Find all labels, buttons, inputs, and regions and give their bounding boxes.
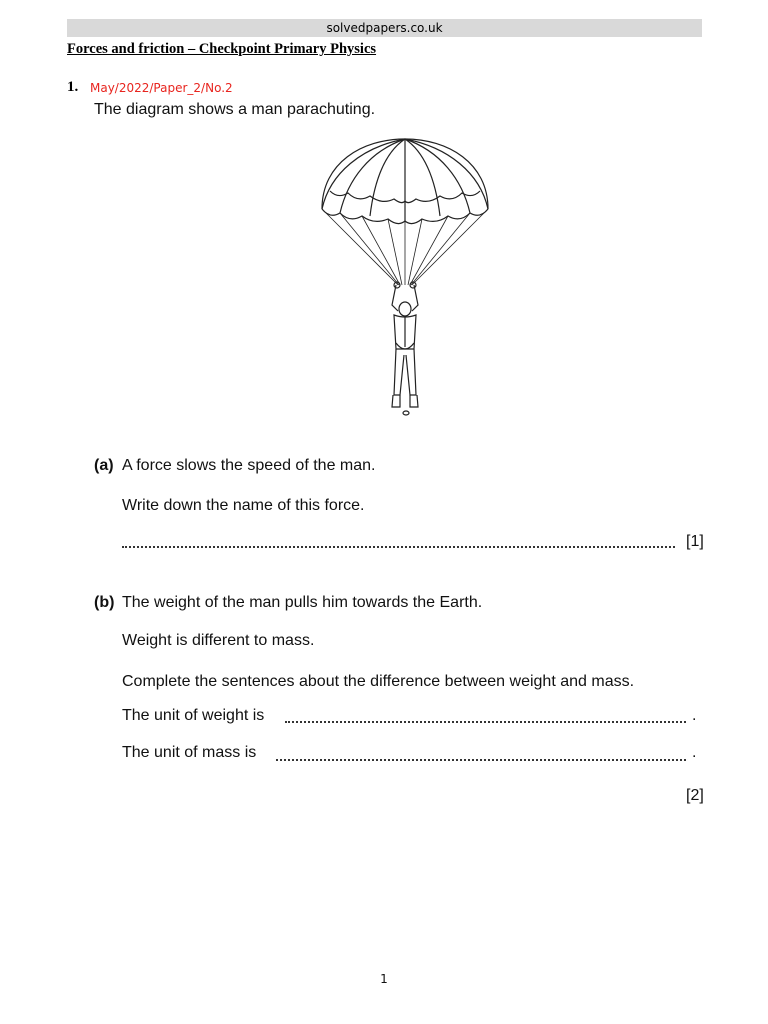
question-intro: The diagram shows a man parachuting.	[94, 101, 376, 118]
site-banner: solvedpapers.co.uk	[67, 19, 702, 37]
part-b-text: The weight of the man pulls him towards the Earth.	[122, 594, 483, 611]
question-number: 1.	[67, 79, 79, 95]
marks-b: [2]	[686, 787, 704, 804]
marks-a: [1]	[686, 533, 704, 550]
part-a-instruction: Write down the name of this force.	[122, 497, 365, 514]
part-b-instruction: Complete the sentences about the difference between weight and mass.	[122, 673, 635, 690]
parachutist-illustration	[312, 133, 498, 423]
weight-sentence-period: .	[692, 707, 697, 724]
part-a-text: A force slows the speed of the man.	[122, 457, 376, 474]
answer-line-a[interactable]	[122, 546, 675, 548]
part-b-statement: Weight is different to mass.	[122, 632, 315, 649]
mass-unit-prompt: The unit of mass is	[122, 744, 257, 761]
page-number: 1	[380, 972, 388, 986]
weight-unit-prompt: The unit of weight is	[122, 707, 265, 724]
answer-line-weight-unit[interactable]	[285, 721, 686, 723]
part-a-label: (a)	[94, 457, 114, 474]
question-reference: May/2022/Paper_2/No.2	[90, 81, 233, 95]
answer-line-mass-unit[interactable]	[276, 759, 686, 761]
document-title: Forces and friction – Checkpoint Primary Physics	[67, 41, 377, 57]
mass-sentence-period: .	[692, 744, 697, 761]
part-b-label: (b)	[94, 594, 115, 611]
